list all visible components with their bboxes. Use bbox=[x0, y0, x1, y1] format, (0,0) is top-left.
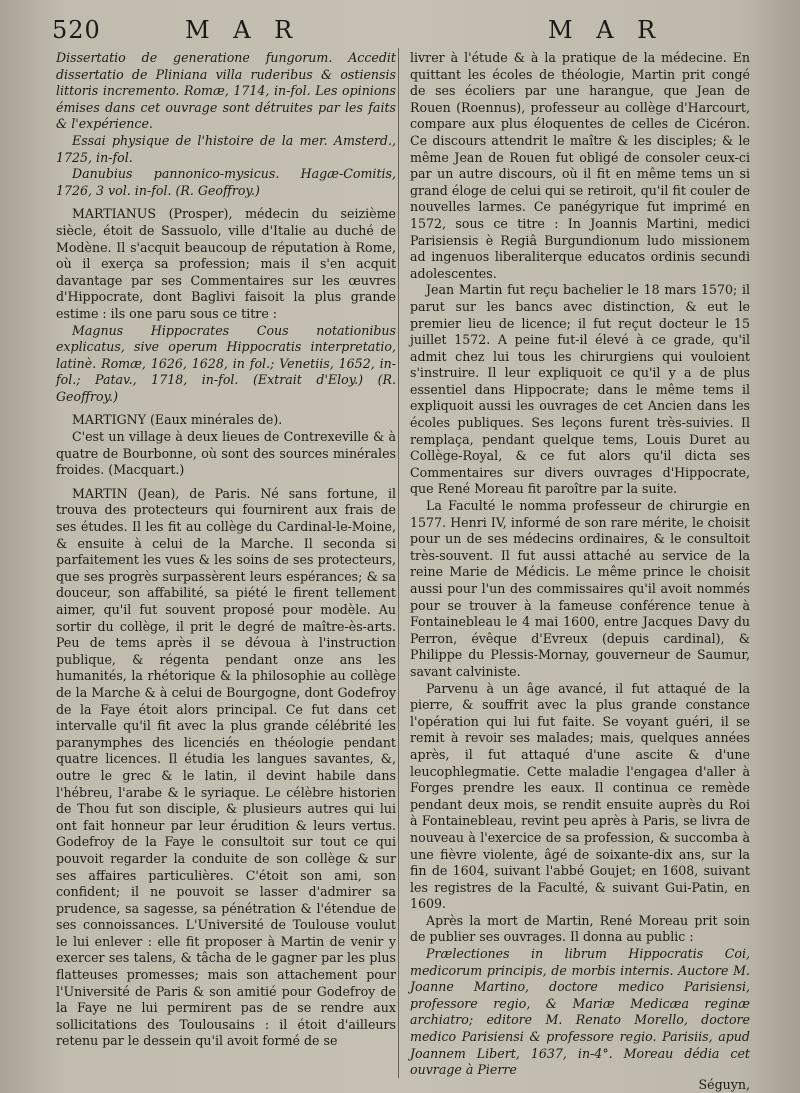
left-column bbox=[56, 50, 396, 1050]
paragraph: Parvenu à un âge avancé, il fut attaqué de la pierre, & souffrit avec la plus grande constance l'opération qui lui fut faite. Se voyant guéri, il se remit à revoir ses malades; mais, quelques années après, il fut attaqué d'une ascite & d'une leucophlegmatie. Cette maladie l'engagea d'aller à Forges prendre les eaux. Il continua ce remède pendant deux mois, se rendit ensuite auprès du Roi à Fontainebleau, revint peu après à Paris, se livra de nouveau à l'exercice de sa profession, & succomba à une fièvre violente, âgé de soixante-dix ans, sur la fin de 1604, suivant l'abbé Goujet; en 1608, suivant les registres de la Faculté, & suivant Gui-Patin, en 1609. bbox=[410, 680, 750, 912]
paragraph: Séguyn, bbox=[698, 1076, 750, 1092]
paragraph: Danubius pannonico-mysicus. Hagæ-Comitis, 1726, 3 vol. in-fol. (R. Geoffroy.) bbox=[56, 166, 396, 198]
paragraph: Après la mort de Martin, René Moreau prit soin de publier ses ouvrages. Il donna au public : bbox=[410, 912, 750, 945]
paragraph: Magnus Hippocrates Cous notationibus explicatus, sive operum Hippocratis interpretatio, latinè. Romæ, 1626, 1628, in fol.; Venetiis, 1652, in-fol.; Patav., 1718, in-fol. (Extrait d'Eloy.) (R. Geoffroy.) bbox=[56, 322, 396, 404]
paragraph: livrer à l'étude & à la pratique de la médecine. En quittant les écoles de théologie, Martin prit congé de ses écoliers par une harangue, que Jean de Rouen (Roennus), professeur au collège d'Harcourt, compare aux plus éloquentes de celles de Cicéron. Ce discours attendrit le maître & les disciples; & le même Jean de Rouen fut obligé de consoler ceux-ci par un autre discours, où il fit en même tems un si grand éloge de celui qui se retiroit, qu'il fit couler de nouvelles larmes. Ce panégyrique fut imprimé en 1572, sous ce titre : In Joannis Martini, medici Parisiensis è Regiâ Burgundionum ludo missionem ad ingenuos liberaliterque educatos ordinis secundi adolescentes. bbox=[410, 50, 750, 281]
running-head-left: M A R bbox=[185, 16, 301, 44]
paragraph: Essai physique de l'histoire de la mer. Amsterd., 1725, in-fol. bbox=[56, 132, 396, 165]
paragraph: C'est un village à deux lieues de Contrexeville & à quatre de Bourbonne, où sont des sources minérales froides. (Macquart.) bbox=[56, 429, 396, 478]
paragraph: La Faculté le nomma professeur de chirurgie en 1577. Henri IV, informé de son rare mérite, le choisit pour un de ses médecins ordinaires, & le consultoit très-souvent. Il fut aussi attaché au service de la reine Marie de Médicis. Le même prince le choisit aussi pour l'un des commissaires qu'il avoit nommés pour se trouver à la fameuse conférence tenue à Fontainebleau le 4 mai 1600, entre Jacques Davy du Perron, évêque d'Evreux (depuis cardinal), & Philippe du Plessis-Mornay, gouverneur de Saumur, savant calviniste. bbox=[410, 498, 750, 679]
right-column bbox=[410, 50, 750, 1093]
page-number: 520 bbox=[52, 16, 101, 44]
page-header bbox=[0, 14, 800, 46]
column-divider bbox=[398, 48, 399, 1078]
paragraph: Dissertatio de generatione fungorum. Accedit dissertatio de Pliniana villa ruderibus & ostiensis littoris incremento. Romæ, 1714, in-fol. Les opinions émises dans cet ouvrage sont détruites par les faits & l'expérience. bbox=[56, 50, 396, 132]
paragraph: MARTIN (Jean), de Paris. Né sans fortune, il trouva des protecteurs qui fournirent aux frais de ses études. Il les fit au collège du Cardinal-le-Moine, & ensuite à celui de la Marche. Il seconda si parfaitement les vues & les soins de ses protecteurs, que ses progrès surpassèrent leurs espérances; & sa douceur, son affabilité, sa piété le firent tellement aimer, qu'il fut souvent proposé pour modèle. Au sortir du collège, il prit le degré de maître-ès-arts. Peu de tems après il se dévoua à l'instruction publique, & régenta pendant onze ans les humanités, la rhétorique & la philosophie au collège de la Marche & à celui de Bourgogne, dont Godefroy de la Faye étoit alors principal. Ce fut dans cet intervalle qu'il fit avec la plus grande célébrité les paranymphes des licenciés en théologie pendant quatre licences. Il étudia les langues savantes, &, outre le grec & le latin, il devint habile dans l'hébreu, l'arabe & le syriaque. Le célèbre historien de Thou fut son disciple, & plusieurs autres qui lui ont fait honneur par leur érudition & leurs vertus. Godefroy de la Faye le consultoit sur tout ce qui pouvoit regarder la conduite de son collège & sur ses affaires particulières. C'étoit son ami, son confident; il ne pouvoit se lasser d'admirer sa prudence, sa sagesse, sa pénétration & l'étendue de ses connoissances. L'Université de Toulouse voulut le lui enlever : elle fit proposer à Martin de venir y exercer ses talens, & tâcha de le gagner par les plus flatteuses promesses; mais son attachement pour l'Université de Paris & son amitié pour Godefroy de la Faye ne lui permirent pas de se rendre aux sollicitations des Toulousains : il étoit d'ailleurs retenu par le dessein qu'il avoit formé de se bbox=[56, 485, 396, 1049]
paragraph: MARTIGNY (Eaux minérales de). bbox=[72, 412, 283, 428]
paragraph: Jean Martin fut reçu bachelier le 18 mars 1570; il parut sur les bancs avec distinction, & eut le premier lieu de licence; il fut reçut docteur le 15 juillet 1572. A peine fut-il élevé à ce grade, qu'il admit chez lui tous les chirurgiens qui vouloient s'instruire. Il leur expliquoit ce qu'il y a de plus essentiel dans Hippocrate; dans le même tems il expliquoit aussi les ouvrages de cet Ancien dans les écoles publiques. Ses leçons furent très-suivies. Il remplaça, pendant quelque tems, Louis Duret au Collège-Royal, & ce fut alors qu'il dicta ses Commentaires sur divers ouvrages d'Hippocrate, que René Moreau fit paroître par la suite. bbox=[410, 282, 750, 497]
paragraph: MARTIANUS (Prosper), médecin du seizième siècle, étoit de Sassuolo, ville d'Italie au duché de Modène. Il s'acquit beaucoup de réputation à Rome, où il exerça sa profession; mais il s'en acquit davantage par ses Commentaires sur les œuvres d'Hippocrate, dont Baglivi faisoit la plus grande estime : ils one paru sous ce titre : bbox=[56, 206, 396, 321]
running-head-right: M A R bbox=[548, 16, 664, 44]
paragraph: Prælectiones in librum Hippocratis Coi, medicorum principis, de morbis internis. Auctore M. Joanne Martino, doctore medico Parisiensi, professore regio, & Mariæ Medicæa reginæ archiatro; editore M. Renato Morello, doctore medico Parisiensi & professore regio. Parisiis, apud Joannem Libert, 1637, in-4°. Moreau dédia cet ouvrage à Pierre bbox=[410, 946, 750, 1078]
